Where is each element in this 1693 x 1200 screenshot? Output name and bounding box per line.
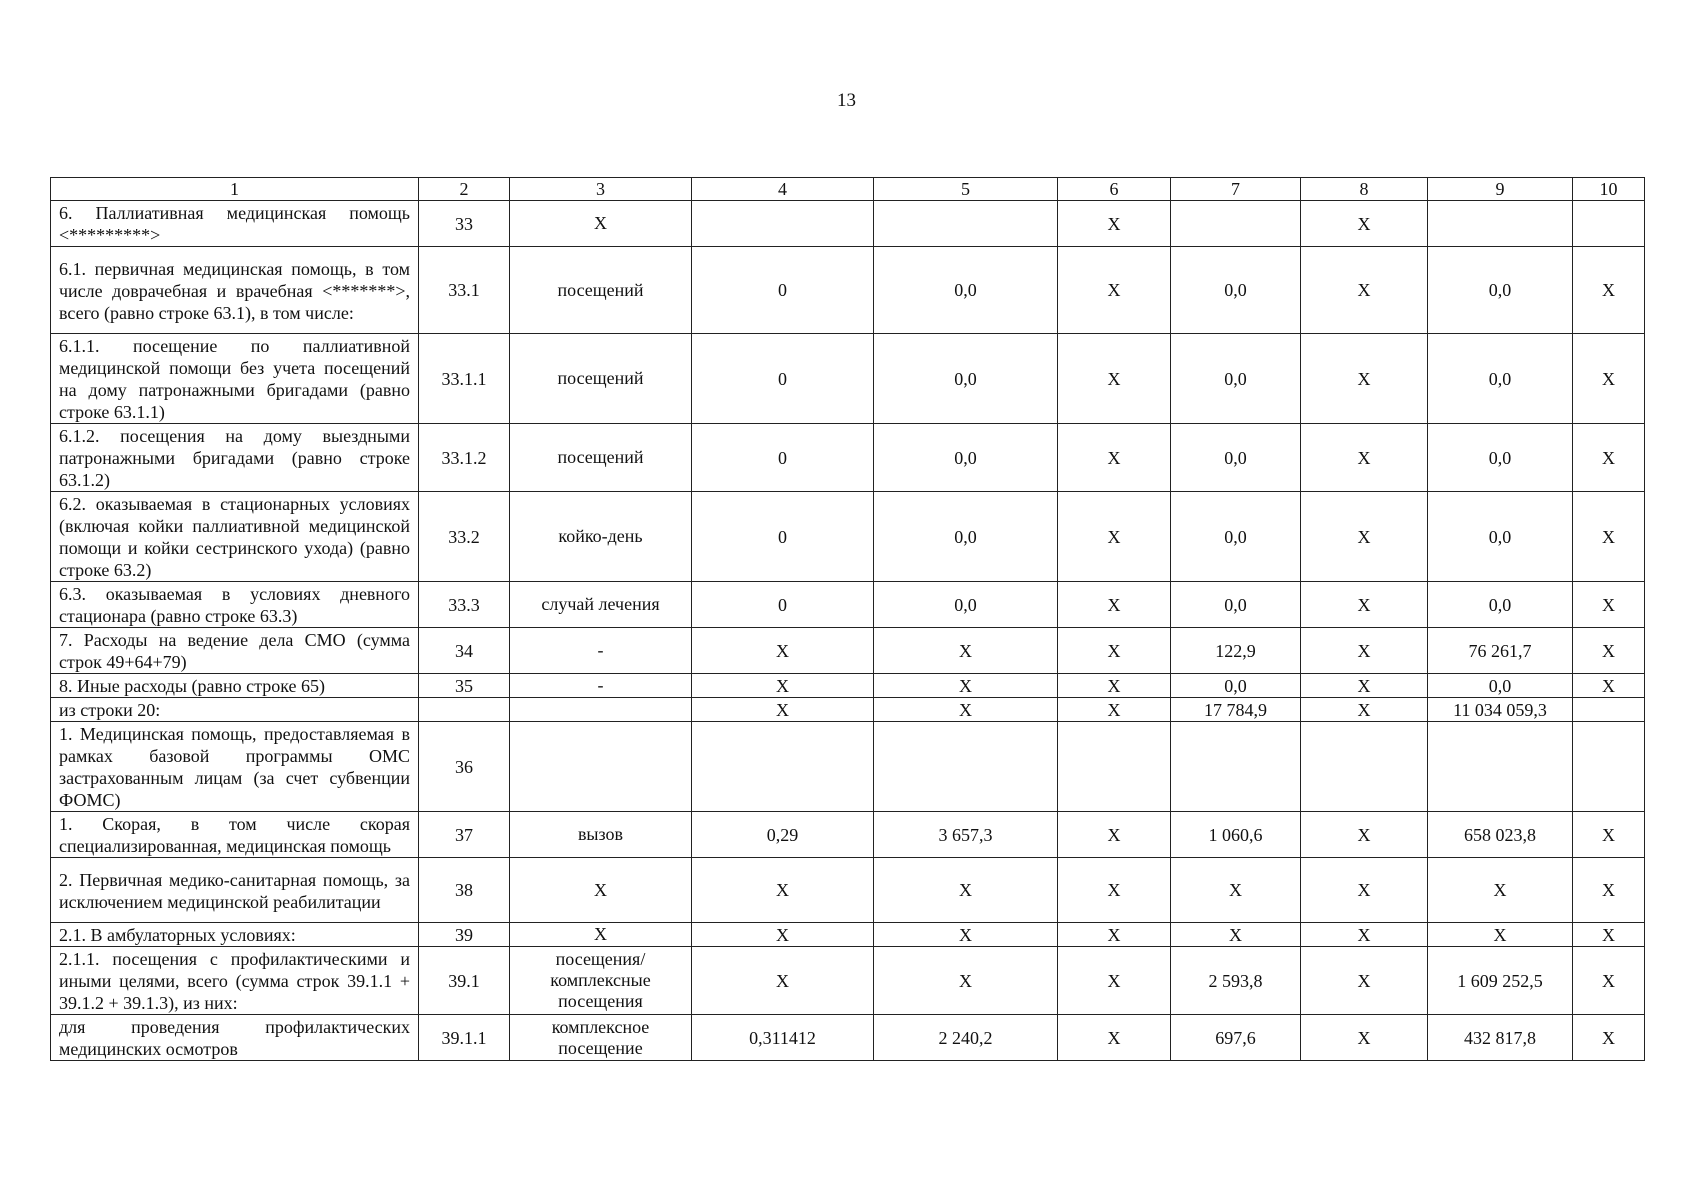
- table-cell-col-9: [1428, 722, 1573, 812]
- table-cell-col-8: Х: [1301, 674, 1428, 698]
- table-cell-col-10: [1573, 698, 1645, 722]
- table-cell-col-3: Х: [510, 858, 692, 923]
- table-cell-col-6: Х: [1058, 334, 1171, 424]
- table-cell-col-4: Х: [692, 628, 874, 674]
- table-cell-col-7: 2 593,8: [1171, 947, 1301, 1015]
- table-cell-col-8: Х: [1301, 923, 1428, 947]
- table-cell-col-5: Х: [874, 628, 1058, 674]
- table-cell-col-1: для проведения профилактических медицинских осмотров: [51, 1015, 419, 1061]
- table-cell-col-1: 6.2. оказываемая в стационарных условиях (включая койки паллиативной медицинской помощи и койки сестринского ухода) (равно строке 63.2): [51, 492, 419, 582]
- table-cell-col-4: 0: [692, 582, 874, 628]
- table-cell-col-8: Х: [1301, 628, 1428, 674]
- table-cell-col-8: Х: [1301, 698, 1428, 722]
- table-cell-col-8: Х: [1301, 247, 1428, 334]
- table-cell-col-4: Х: [692, 698, 874, 722]
- table-cell-col-2: 33.2: [419, 492, 510, 582]
- table-cell-col-2: 36: [419, 722, 510, 812]
- table-cell-col-10: Х: [1573, 247, 1645, 334]
- table-cell-col-8: Х: [1301, 334, 1428, 424]
- table-cell-col-5: 2 240,2: [874, 1015, 1058, 1061]
- table-cell-col-7: 0,0: [1171, 582, 1301, 628]
- table-cell-col-7: 122,9: [1171, 628, 1301, 674]
- table-cell-col-5: Х: [874, 674, 1058, 698]
- table-cell-col-3: посещений: [510, 334, 692, 424]
- table-cell-col-1: 1. Скорая, в том числе скорая специализированная, медицинская помощь: [51, 812, 419, 858]
- table-cell-col-9: 0,0: [1428, 424, 1573, 492]
- header-cell-2: 2: [419, 178, 510, 201]
- table-cell-col-10: Х: [1573, 424, 1645, 492]
- table-cell-col-3: [510, 722, 692, 812]
- table-cell-col-6: Х: [1058, 858, 1171, 923]
- table-cell-col-10: Х: [1573, 582, 1645, 628]
- table-cell-col-6: Х: [1058, 582, 1171, 628]
- table-row: [51, 923, 1645, 947]
- table-cell-col-4: Х: [692, 947, 874, 1015]
- table-cell-col-3: Х: [510, 201, 692, 247]
- table-cell-col-10: Х: [1573, 674, 1645, 698]
- page-number: 13: [837, 90, 856, 111]
- header-cell-7: 7: [1171, 178, 1301, 201]
- table-cell-col-6: Х: [1058, 201, 1171, 247]
- table-cell-col-8: Х: [1301, 492, 1428, 582]
- header-cell-3: 3: [510, 178, 692, 201]
- table-cell-col-7: Х: [1171, 923, 1301, 947]
- header-row: [51, 178, 1645, 201]
- table-cell-col-8: Х: [1301, 1015, 1428, 1061]
- header-cell-8: 8: [1301, 178, 1428, 201]
- table-cell-col-9: 432 817,8: [1428, 1015, 1573, 1061]
- table-cell-col-2: 33.1: [419, 247, 510, 334]
- table-cell-col-10: Х: [1573, 334, 1645, 424]
- table-cell-col-5: 0,0: [874, 334, 1058, 424]
- table-cell-col-2: 33.1.1: [419, 334, 510, 424]
- table-cell-col-6: Х: [1058, 698, 1171, 722]
- table-row: [51, 674, 1645, 698]
- table-cell-col-3: посещений: [510, 247, 692, 334]
- header-cell-10: 10: [1573, 178, 1645, 201]
- table-cell-col-3: Х: [510, 923, 692, 947]
- table-cell-col-2: 34: [419, 628, 510, 674]
- header-cell-6: 6: [1058, 178, 1171, 201]
- table-cell-col-1: 8. Иные расходы (равно строке 65): [51, 674, 419, 698]
- table-cell-col-4: 0,29: [692, 812, 874, 858]
- header-cell-9: 9: [1428, 178, 1573, 201]
- table-cell-col-1: 1. Медицинская помощь, предоставляемая в рамках базовой программы ОМС застрахованным лицам (за счет субвенции ФОМС): [51, 722, 419, 812]
- table-cell-col-5: 0,0: [874, 582, 1058, 628]
- table-cell-col-6: Х: [1058, 424, 1171, 492]
- table-cell-col-7: [1171, 722, 1301, 812]
- table-cell-col-3: посещений: [510, 424, 692, 492]
- table-cell-col-4: Х: [692, 923, 874, 947]
- table-cell-col-6: Х: [1058, 1015, 1171, 1061]
- table-cell-col-8: [1301, 722, 1428, 812]
- table-cell-col-10: Х: [1573, 628, 1645, 674]
- table-cell-col-3: комплексное посещение: [510, 1015, 692, 1061]
- table-cell-col-5: 0,0: [874, 247, 1058, 334]
- table-cell-col-1: 6.1.2. посещения на дому выездными патронажными бригадами (равно строке 63.1.2): [51, 424, 419, 492]
- table-cell-col-10: [1573, 201, 1645, 247]
- table-row: [51, 334, 1645, 424]
- table-row: [51, 1015, 1645, 1061]
- table-cell-col-1: 6.3. оказываемая в условиях дневного стационара (равно строке 63.3): [51, 582, 419, 628]
- table-cell-col-9: 0,0: [1428, 334, 1573, 424]
- table-cell-col-4: 0: [692, 492, 874, 582]
- table-cell-col-7: 0,0: [1171, 674, 1301, 698]
- table-row: [51, 812, 1645, 858]
- table-cell-col-10: Х: [1573, 812, 1645, 858]
- table-cell-col-4: Х: [692, 858, 874, 923]
- table-cell-col-6: Х: [1058, 628, 1171, 674]
- table-cell-col-1: из строки 20:: [51, 698, 419, 722]
- table-cell-col-8: Х: [1301, 947, 1428, 1015]
- table-cell-col-5: Х: [874, 858, 1058, 923]
- table-cell-col-1: 2.1. В амбулаторных условиях:: [51, 923, 419, 947]
- table-cell-col-5: [874, 201, 1058, 247]
- table-cell-col-6: Х: [1058, 674, 1171, 698]
- table-cell-col-9: 76 261,7: [1428, 628, 1573, 674]
- table-cell-col-2: 33: [419, 201, 510, 247]
- table-cell-col-4: 0: [692, 334, 874, 424]
- table-cell-col-7: 697,6: [1171, 1015, 1301, 1061]
- table-cell-col-6: Х: [1058, 492, 1171, 582]
- table-cell-col-6: Х: [1058, 812, 1171, 858]
- table-cell-col-2: 37: [419, 812, 510, 858]
- table-row: [51, 424, 1645, 492]
- table-cell-col-5: 3 657,3: [874, 812, 1058, 858]
- table-row: [51, 722, 1645, 812]
- table-row: [51, 492, 1645, 582]
- table-cell-col-4: 0: [692, 247, 874, 334]
- table-cell-col-6: Х: [1058, 247, 1171, 334]
- table-cell-col-10: Х: [1573, 858, 1645, 923]
- table-row: [51, 582, 1645, 628]
- table-cell-col-2: 39.1: [419, 947, 510, 1015]
- table-cell-col-7: 0,0: [1171, 334, 1301, 424]
- table-cell-col-10: [1573, 722, 1645, 812]
- header-cell-4: 4: [692, 178, 874, 201]
- table-cell-col-10: Х: [1573, 1015, 1645, 1061]
- table-cell-col-8: Х: [1301, 858, 1428, 923]
- table-cell-col-3: койко-день: [510, 492, 692, 582]
- table-cell-col-1: 6. Паллиативная медицинская помощь <*********>: [51, 201, 419, 247]
- table-cell-col-9: 0,0: [1428, 674, 1573, 698]
- table-cell-col-1: 6.1.1. посещение по паллиативной медицинской помощи без учета посещений на дому патронажными бригадами (равно строке 63.1.1): [51, 334, 419, 424]
- table-cell-col-3: -: [510, 628, 692, 674]
- table-cell-col-2: 33.1.2: [419, 424, 510, 492]
- table-cell-col-7: 1 060,6: [1171, 812, 1301, 858]
- table-cell-col-2: 39.1.1: [419, 1015, 510, 1061]
- table-cell-col-5: 0,0: [874, 492, 1058, 582]
- table-cell-col-1: 6.1. первичная медицинская помощь, в том числе доврачебная и врачебная <*******>, всего (равно строке 63.1), в том числе:: [51, 247, 419, 334]
- table-cell-col-9: 0,0: [1428, 492, 1573, 582]
- table-cell-col-9: Х: [1428, 858, 1573, 923]
- table-cell-col-1: 2.1.1. посещения с профилактическими и иными целями, всего (сумма строк 39.1.1 + 39.1.2 + 39.1.3), из них:: [51, 947, 419, 1015]
- table-row: [51, 201, 1645, 247]
- table-cell-col-9: 0,0: [1428, 582, 1573, 628]
- table-cell-col-4: [692, 201, 874, 247]
- data-table: [50, 177, 1645, 1061]
- table-row: [51, 858, 1645, 923]
- table-cell-col-9: 658 023,8: [1428, 812, 1573, 858]
- table-cell-col-3: посещения/комплексные посещения: [510, 947, 692, 1015]
- table-cell-col-8: Х: [1301, 582, 1428, 628]
- table-cell-col-2: [419, 698, 510, 722]
- table-cell-col-9: Х: [1428, 923, 1573, 947]
- table-cell-col-9: 11 034 059,3: [1428, 698, 1573, 722]
- table-cell-col-9: [1428, 201, 1573, 247]
- table-cell-col-6: Х: [1058, 923, 1171, 947]
- table-cell-col-7: 0,0: [1171, 247, 1301, 334]
- header-cell-1: 1: [51, 178, 419, 201]
- table-cell-col-5: Х: [874, 923, 1058, 947]
- table-cell-col-9: 1 609 252,5: [1428, 947, 1573, 1015]
- table-cell-col-5: Х: [874, 947, 1058, 1015]
- table-cell-col-5: [874, 722, 1058, 812]
- table-cell-col-10: Х: [1573, 923, 1645, 947]
- table-cell-col-3: вызов: [510, 812, 692, 858]
- table-row: [51, 947, 1645, 1015]
- table-cell-col-10: Х: [1573, 947, 1645, 1015]
- table-cell-col-10: Х: [1573, 492, 1645, 582]
- table-cell-col-7: [1171, 201, 1301, 247]
- table-row: [51, 247, 1645, 334]
- table-cell-col-5: Х: [874, 698, 1058, 722]
- table-cell-col-1: 7. Расходы на ведение дела СМО (сумма строк 49+64+79): [51, 628, 419, 674]
- table-cell-col-3: случай лечения: [510, 582, 692, 628]
- table-cell-col-8: Х: [1301, 812, 1428, 858]
- table-cell-col-2: 39: [419, 923, 510, 947]
- table-cell-col-9: 0,0: [1428, 247, 1573, 334]
- table-cell-col-2: 38: [419, 858, 510, 923]
- table-row: [51, 628, 1645, 674]
- table-cell-col-2: 35: [419, 674, 510, 698]
- header-cell-5: 5: [874, 178, 1058, 201]
- table-cell-col-8: Х: [1301, 424, 1428, 492]
- table-row: [51, 698, 1645, 722]
- table-cell-col-4: 0: [692, 424, 874, 492]
- table-cell-col-7: 17 784,9: [1171, 698, 1301, 722]
- table-cell-col-3: [510, 698, 692, 722]
- table-cell-col-2: 33.3: [419, 582, 510, 628]
- table-cell-col-4: Х: [692, 674, 874, 698]
- table-cell-col-1: 2. Первичная медико-санитарная помощь, за исключением медицинской реабилитации: [51, 858, 419, 923]
- table-cell-col-7: Х: [1171, 858, 1301, 923]
- table-cell-col-7: 0,0: [1171, 492, 1301, 582]
- table-cell-col-6: [1058, 722, 1171, 812]
- table-cell-col-4: [692, 722, 874, 812]
- table-cell-col-4: 0,311412: [692, 1015, 874, 1061]
- table-cell-col-5: 0,0: [874, 424, 1058, 492]
- table-cell-col-3: -: [510, 674, 692, 698]
- table-cell-col-7: 0,0: [1171, 424, 1301, 492]
- table-cell-col-6: Х: [1058, 947, 1171, 1015]
- table-cell-col-8: Х: [1301, 201, 1428, 247]
